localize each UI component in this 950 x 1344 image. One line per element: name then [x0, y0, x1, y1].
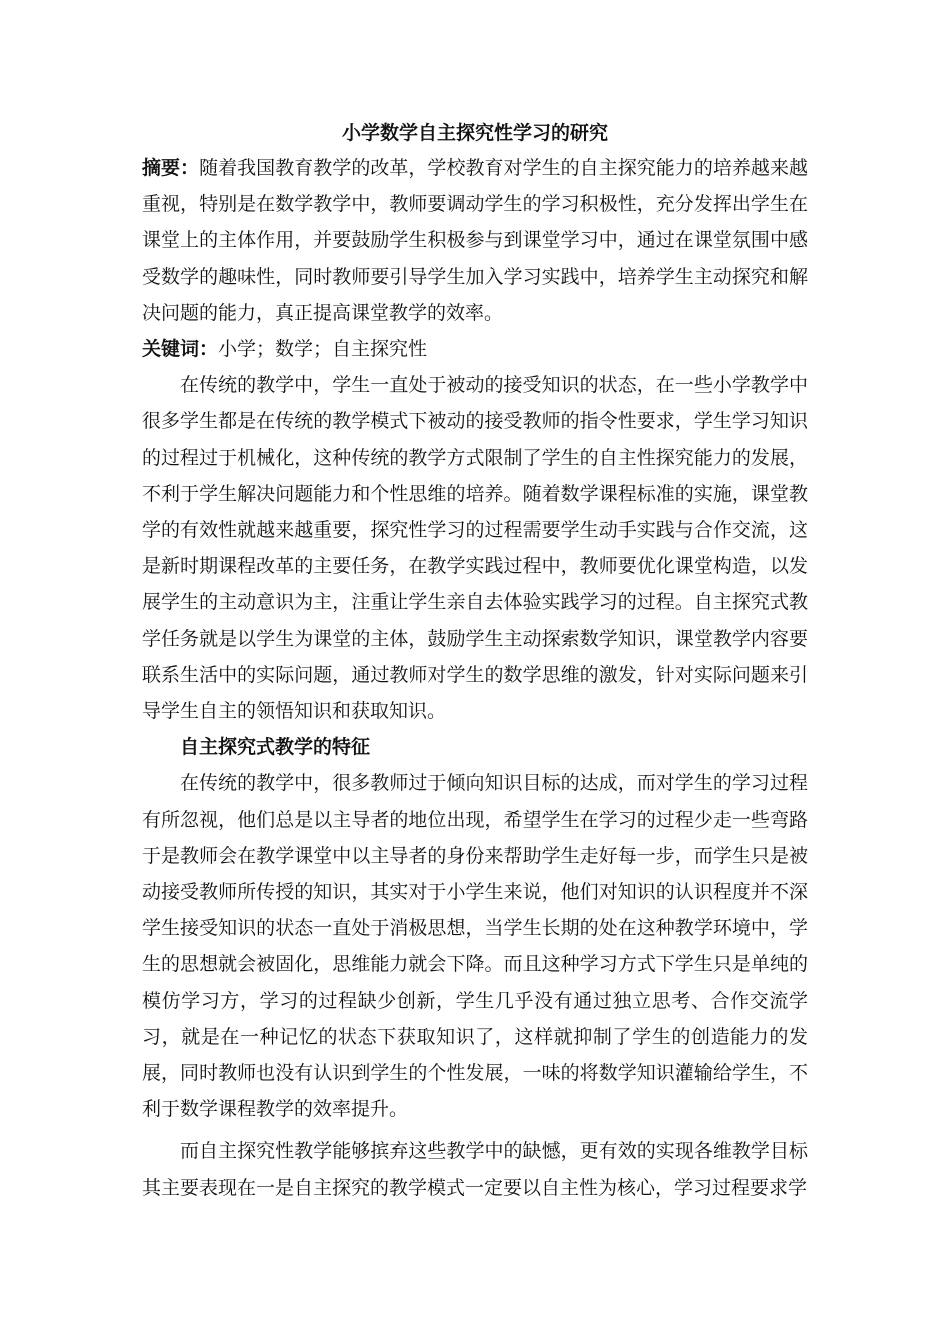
body-paragraph: 在传统的教学中，学生一直处于被动的接受知识的状态，在一些小学教学中很多学生都是在传统的教学模式下被动的接受教师的指令性要求，学生学习知识的过程过于机械化，这种传统的教学方式限制了学生的自主性探究能力的发展，不利于学生解决问题能力和个性思维的培养。随着数学课程标准的实施，课堂教学的有效性就越来越重要，探究性学习的过程需要学生动手实践与合作交流，这是新时期课程改革的主要任务，在教学实践过程中，教师要优化课堂构造，以发展学生的主动意识为主，注重让学生亲自去体验实践学习的过程。自主探究式教学任务就是以学生为课堂的主体，鼓励学生主动探索数学知识，课堂教学内容要联系生活中的实际问题，通过教师对学生的数学思维的激发，针对实际问题来引导学生自主的领悟知识和获取知识。 — [142, 374, 808, 723]
abstract-label: 摘要： — [142, 157, 200, 179]
section-heading: 自主探究式教学的特征 — [180, 736, 371, 759]
keywords-label: 关键词： — [142, 338, 219, 361]
section-paragraph: 在传统的教学中，很多教师过于倾向知识目标的达成，而对学生的学习过程有所忽视，他们总是以主导者的地位出现，希望学生在学习的过程少走一些弯路于是教师会在教学课堂中以主导者的身份来帮助学生走好每一步，而学生只是被动接受教师所传授的知识，其实对于小学生来说，他们对知识的认识程度并不深学生接受知识的状态一直处于消极思想，当学生长期的处在这种教学环境中，学生的思想就会被固化，思维能力就会下降。而且这种学习方式下学生只是单纯的模仿学习方，学习的过程缺少创新，学生几乎没有通过独立思考、合作交流学习，就是在一种记忆的状态下获取知识了，这样就抑制了学生的创造能力的发展，同时教师也没有认识到学生的个性发展，一味的将数学知识灌输给学生，不利于数学课程教学的效率提升。 — [142, 772, 808, 1121]
keywords-text: 小学；数学；自主探究性 — [218, 338, 428, 361]
abstract-text: 随着我国教育教学的改革，学校教育对学生的自主探究能力的培养越来越重视，特别是在数学教学中，教师要调动学生的学习积极性，充分发挥出学生在课堂上的主体作用，并要鼓励学生积极参与到课堂学习中，通过在课堂氛围中感受数学的趣味性，同时教师要引导学生加入学习实践中，培养学生主动探究和解决问题的能力，真正提高课堂教学的效率。 — [142, 157, 808, 324]
keywords-paragraph — [142, 331, 808, 367]
document-title: 小学数学自主探究性学习的研究 — [341, 122, 608, 144]
document-page — [142, 118, 808, 1206]
abstract-paragraph — [142, 150, 808, 331]
section-paragraph: 而自主探究性教学能够摈弃这些教学中的缺憾，更有效的实现各维教学目标其主要表现在一是自主探究的教学模式一定要以自主性为核心，学习过程要求学 — [142, 1140, 808, 1199]
